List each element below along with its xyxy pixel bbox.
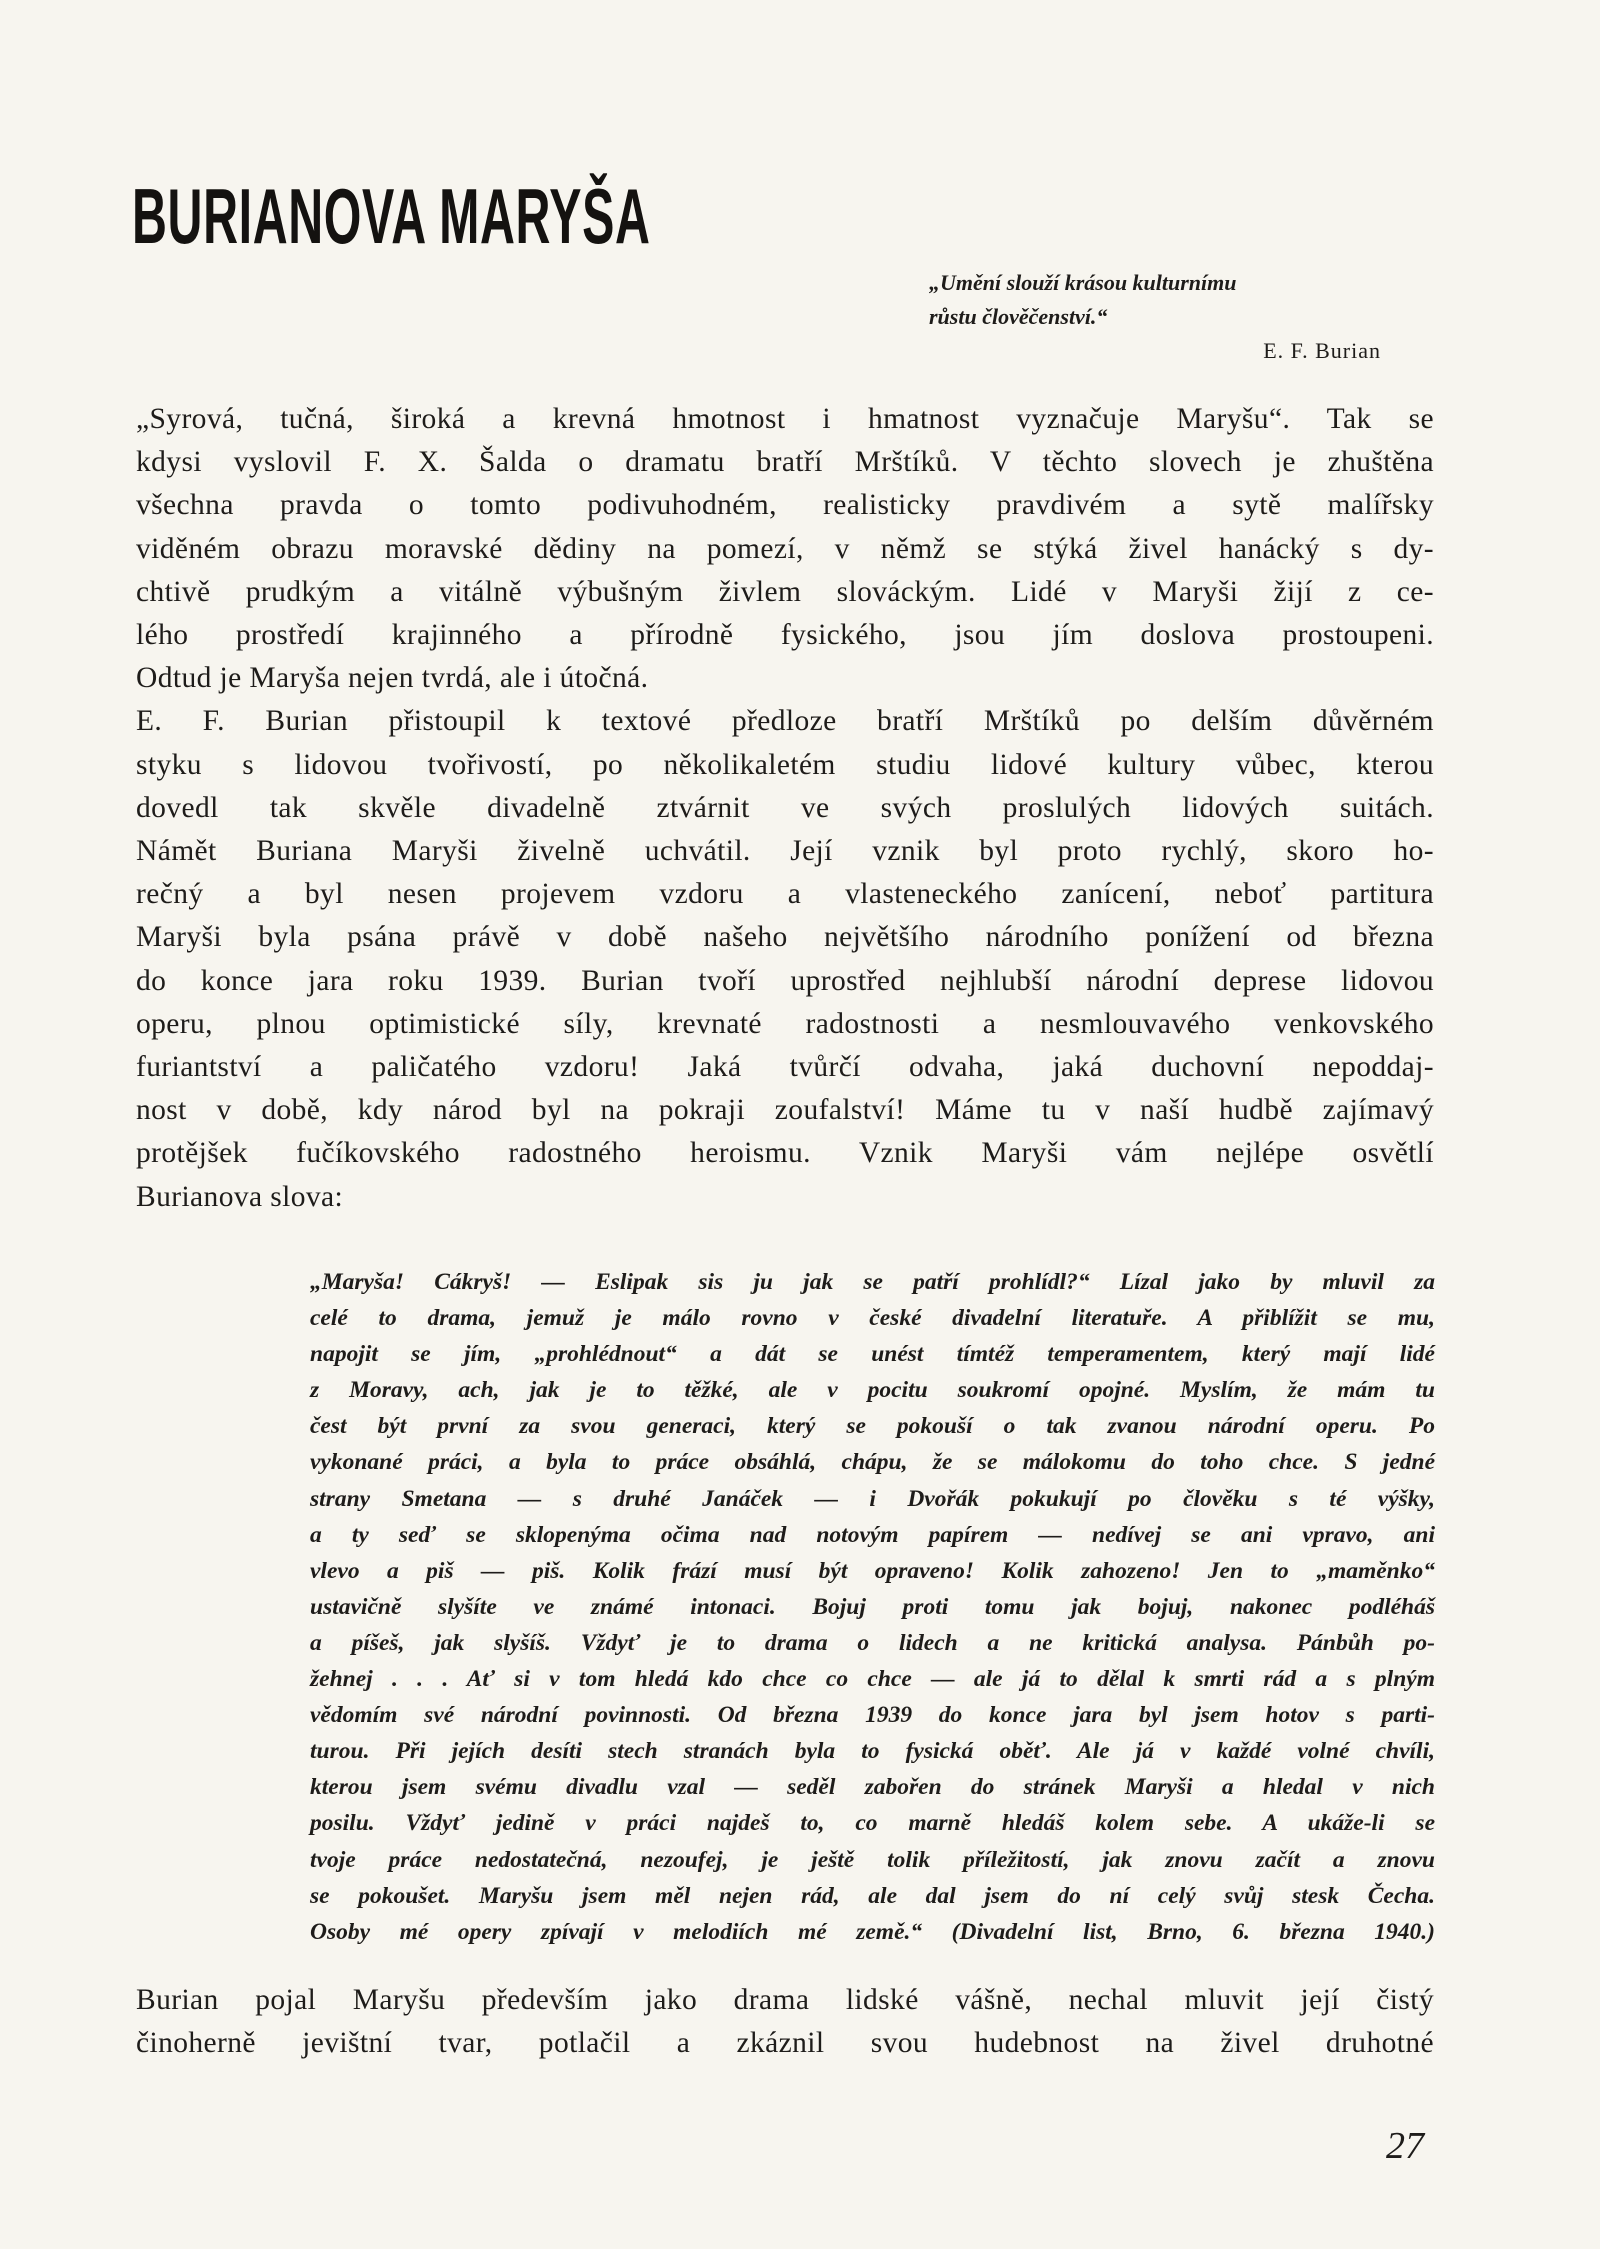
epigraph [929, 266, 1381, 368]
paragraph-intro [136, 398, 1434, 1219]
epigraph-author: E. F. Burian [1263, 338, 1381, 363]
text-line: protějšek fučíkovského radostného heroismu. Vznik Maryši vám nejlépe osvětlí [136, 1137, 1434, 1170]
epigraph-line: „Umění slouží krásou kulturnímu [929, 270, 1237, 295]
text-line: Burian pojal Maryšu především jako drama lidské vášně, nechal mluvit její čistý [136, 1984, 1434, 2016]
text-line: vykonané práci, a byla to práce obsáhlá, chápu, že se málokomu do toho chce. S jedné [310, 1449, 1435, 1476]
text-line: a píšeš, jak slyšíš. Vždyť je to drama o lidech a ne kritická analysa. Pánbůh po- [310, 1629, 1435, 1656]
text-line: vlevo a piš — piš. Kolik frází musí být opraveno! Kolik zahozeno! Jen to „maměnko“ [310, 1557, 1435, 1584]
text-line: E. F. Burian přistoupil k textové předloze bratří Mrštíků po delším důvěrném [136, 705, 1434, 738]
text-line: lého prostředí krajinného a přírodně fysického, jsou jím doslova prostoupeni. [136, 619, 1434, 652]
text-line: se pokoušet. Maryšu jsem měl nejen rád, ale dal jsem do ní celý svůj stesk Čecha. [310, 1882, 1435, 1909]
text-line: vědomím své národní povinnosti. Od března 1939 do konce jara byl jsem hotov s parti- [310, 1702, 1435, 1729]
text-line: nost v době, kdy národ byl na pokraji zoufalství! Máme tu v naší hudbě zajímavý [136, 1094, 1434, 1127]
epigraph-line: růstu člověčenství.“ [929, 304, 1108, 329]
text-line: dovedl tak skvěle divadelně ztvárnit ve svých proslulých lidových suitách. [136, 791, 1434, 824]
text-line: operu, plnou optimistické síly, krevnaté radostnosti a nesmlouvavého venkovského [136, 1007, 1434, 1040]
text-line: Osoby mé opery zpívají v melodiích mé země.“ (Divadelní list, Brno, 6. března 1940.) [310, 1918, 1435, 1945]
paragraph-continuation [136, 1979, 1434, 2065]
text-line: Burianova slova: [136, 1180, 344, 1213]
text-line: a ty seď se sklopenýma očima nad notovým papírem — nedívej se ani vpravo, ani [310, 1521, 1435, 1548]
text-line: posilu. Vždyť jedině v práci najdeš to, co marně hledáš kolem sebe. A ukáže-li se [310, 1810, 1435, 1837]
block-quote [310, 1264, 1435, 1950]
text-line: furiantství a paličatého vzdoru! Jaká tvůrčí odvaha, jaká duchovní nepoddaj- [136, 1051, 1434, 1084]
text-line: žehnej . . . Ať si v tom hledá kdo chce co chce — ale já to dělal k smrti rád a s plným [310, 1666, 1435, 1693]
text-line: ustavičně slyšíte ve známé intonaci. Bojuj proti tomu jak bojuj, nakonec podléháš [310, 1593, 1435, 1620]
text-line: z Moravy, ach, jak je to těžké, ale v pocitu soukromí opojné. Myslím, že mám tu [310, 1377, 1435, 1404]
text-line: „Maryša! Cákryš! — Eslipak sis ju jak se patří prohlídl?“ Lízal jako by mluvil za [310, 1269, 1435, 1295]
text-line: chtivě prudkým a vitálně výbušným živlem slováckým. Lidé v Maryši žijí z ce- [136, 575, 1434, 608]
text-line: strany Smetana — s druhé Janáček — i Dvořák pokukují po člověku s té výšky, [310, 1485, 1435, 1512]
text-line: rečný a byl nesen projevem vzdoru a vlasteneckého zanícení, neboť partitura [136, 878, 1434, 911]
text-line: Námět Buriana Maryši živelně uchvátil. Její vznik byl proto rychlý, skoro ho- [136, 835, 1434, 868]
text-line: turou. Při jejích desíti stech stranách byla to fysická oběť. Ale já v každé volné chvíli, [310, 1738, 1435, 1765]
page-number: 27 [1386, 2125, 1424, 2167]
text-line: čest být první za svou generaci, který se pokouší o tak zvanou národní operu. Po [310, 1413, 1435, 1440]
text-line: činoherně jevištní tvar, potlačil a zkáznil svou hudebnost na živel druhotné [136, 2027, 1434, 2059]
text-line: napojit se jím, „prohlédnout“ a dát se unést tímtéž temperamentem, který mají lidé [310, 1341, 1435, 1368]
text-line: Odtud je Maryša nejen tvrdá, ale i útočná. [136, 662, 649, 695]
text-line: styku s lidovou tvořivostí, po několikaletém studiu lidové kultury vůbec, kterou [136, 748, 1434, 781]
text-line: viděném obrazu moravské dědiny na pomezí, v němž se stýká živel hanácký s dy- [136, 532, 1434, 565]
text-line: celé to drama, jemuž je málo rovno v české divadelní literatuře. A přiblížit se mu, [310, 1305, 1435, 1332]
text-line: tvoje práce nedostatečná, nezoufej, je ještě tolik příležitostí, jak znovu začít a znovu [310, 1846, 1435, 1873]
text-line: „Syrová, tučná, široká a krevná hmotnost i hmatnost vyznačuje Maryšu“. Tak se [136, 403, 1434, 435]
text-line: do konce jara roku 1939. Burian tvoří uprostřed nejhlubší národní deprese lidovou [136, 964, 1434, 997]
text-line: všechna pravda o tomto podivuhodném, realisticky pravdivém a sytě malířsky [136, 489, 1434, 522]
text-line: Maryši byla psána právě v době našeho největšího národního ponížení od března [136, 921, 1434, 954]
page-title: BURIANOVA MARYŠA [132, 172, 651, 260]
text-line: kterou jsem svému divadlu vzal — seděl zabořen do stránek Maryši a hledal v nich [310, 1774, 1435, 1801]
text-line: kdysi vyslovil F. X. Šalda o dramatu bratří Mrštíků. V těchto slovech je zhuštěna [136, 446, 1434, 479]
